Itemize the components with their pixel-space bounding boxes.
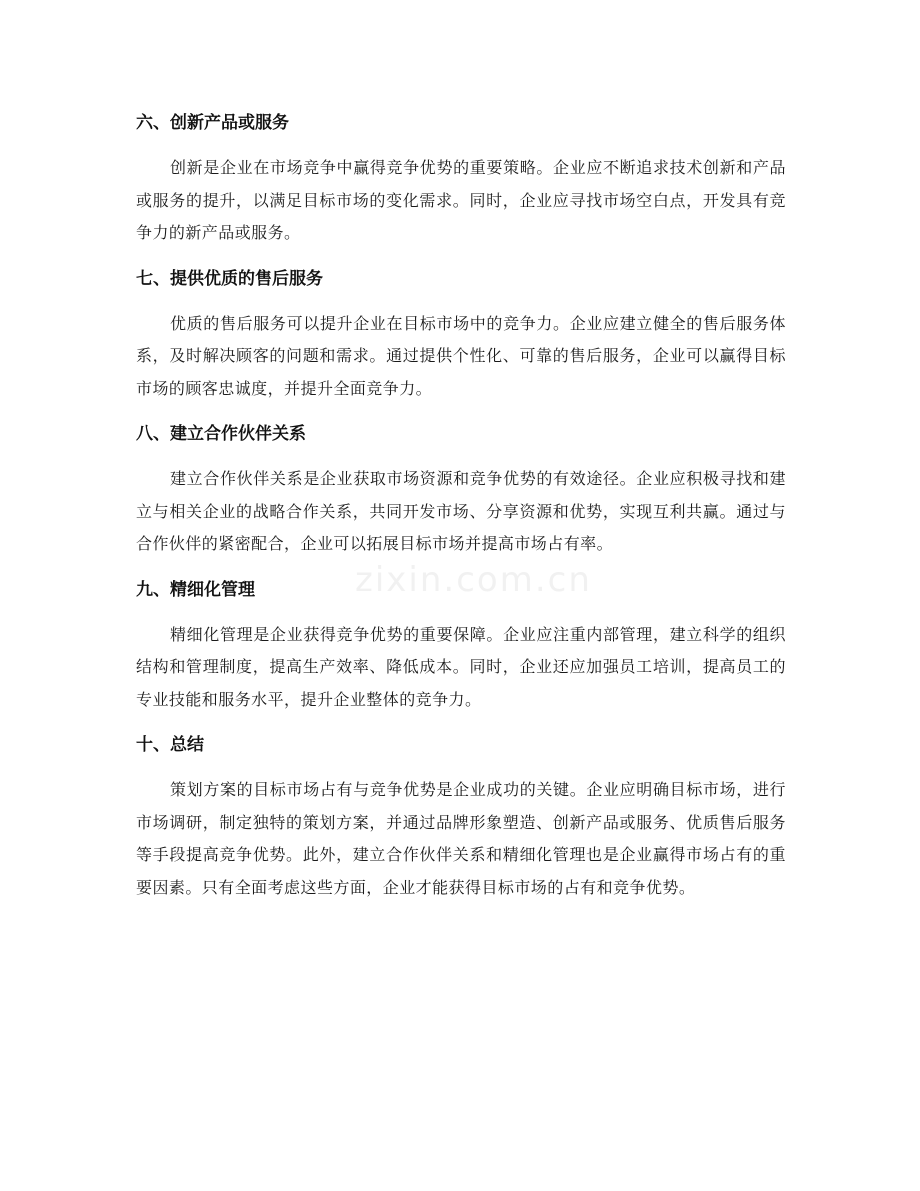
document-content	[136, 108, 786, 918]
watermark: zixin.com.cn	[355, 560, 592, 600]
section-innovation	[136, 108, 786, 250]
section-partnership	[136, 419, 786, 561]
section-heading: 六、创新产品或服务	[136, 113, 289, 133]
section-heading: 八、建立合作伙伴关系	[136, 424, 306, 444]
section-paragraph: 精细化管理是企业获得竞争优势的重要保障。企业应注重内部管理，建立科学的组织结构和管理制度，提高生产效率、降低成本。同时，企业还应加强员工培训，提高员工的专业技能和服务水平，提升企业整体的竞争力。	[136, 624, 786, 709]
section-after-sales	[136, 264, 786, 406]
section-paragraph: 策划方案的目标市场占有与竞争优势是企业成功的关键。企业应明确目标市场，进行市场调研，制定独特的策划方案，并通过品牌形象塑造、创新产品或服务、优质售后服务等手段提高竞争优势。此外，建立合作伙伴关系和精细化管理也是企业赢得市场占有的重要因素。只有全面考虑这些方面，企业才能获得目标市场的占有和竞争优势。	[136, 780, 786, 897]
section-paragraph: 建立合作伙伴关系是企业获取市场资源和竞争优势的有效途径。企业应积极寻找和建立与相关企业的战略合作关系，共同开发市场、分享资源和优势，实现互利共赢。通过与合作伙伴的紧密配合，企业可以拓展目标市场并提高市场占有率。	[136, 469, 786, 553]
section-paragraph: 优质的售后服务可以提升企业在目标市场中的竞争力。企业应建立健全的售后服务体系，及时解决顾客的问题和需求。通过提供个性化、可靠的售后服务，企业可以赢得目标市场的顾客忠诚度，并提升全面竞争力。	[136, 313, 786, 398]
section-heading: 七、提供优质的售后服务	[136, 268, 323, 289]
section-paragraph: 创新是企业在市场竞争中赢得竞争优势的重要策略。企业应不断追求技术创新和产品或服务的提升，以满足目标市场的变化需求。同时，企业应寻找市场空白点，开发具有竞争力的新产品或服务。	[136, 158, 786, 242]
section-summary	[136, 730, 786, 904]
section-refined-management	[136, 575, 786, 717]
section-heading: 十、总结	[136, 735, 204, 755]
section-heading: 九、精细化管理	[136, 579, 255, 600]
